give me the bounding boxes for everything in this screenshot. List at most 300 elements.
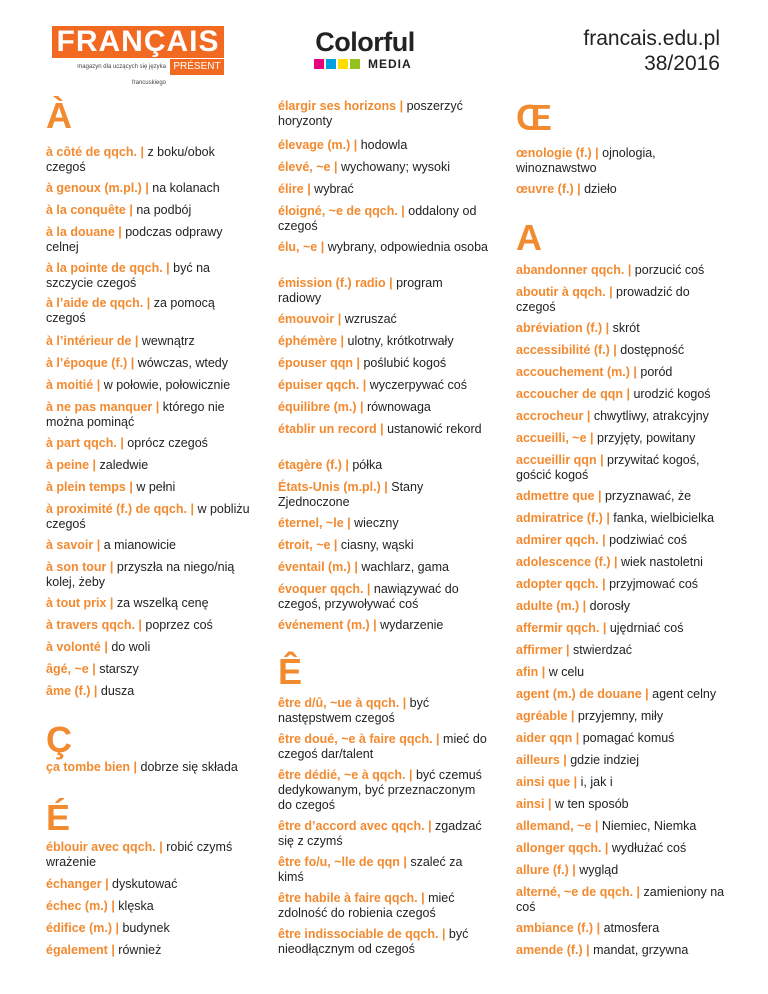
glossary-entry (278, 696, 488, 726)
entry-definition: być czemuś dedykowanym, być przeznaczonym do czegoś (278, 768, 482, 812)
glossary-entry (516, 489, 728, 504)
entry-term: à travers qqch. (46, 618, 135, 632)
entry-separator: | (399, 855, 411, 869)
entry-term: à la conquête (46, 203, 126, 217)
entry-term: étagère (f.) (278, 458, 342, 472)
entry-definition: oddalony od czegoś (278, 204, 477, 233)
entry-definition: w pełni (136, 480, 176, 494)
entry-term: affirmer (516, 643, 563, 657)
entry-definition: a mianowicie (103, 538, 176, 552)
entry-separator: | (596, 453, 608, 467)
entry-definition: prowadzić do czegoś (516, 285, 690, 314)
logo-media-text: MEDIA (368, 57, 412, 71)
entry-separator: | (353, 356, 364, 370)
entry-term: à l’aide de qqch. (46, 296, 144, 310)
entry-definition: wieczny (354, 516, 399, 530)
entry-definition: mieć zdolność do robienia czegoś (278, 891, 455, 920)
entry-term: échec (m.) (46, 899, 108, 913)
entry-term: à l’intérieur de (46, 334, 132, 348)
entry-definition: półka (352, 458, 383, 472)
site-info (583, 26, 720, 76)
entry-separator: | (397, 204, 409, 218)
glossary-entry (278, 160, 488, 175)
glossary-entry (516, 687, 728, 702)
glossary-entry (516, 731, 728, 746)
entry-definition: wówczas, wtedy (137, 356, 229, 370)
entry-definition: przyznawać, że (604, 489, 692, 503)
entry-separator: | (152, 400, 163, 414)
entry-term: émission (f.) radio (278, 276, 386, 290)
entry-separator: | (582, 943, 594, 957)
entry-definition: zgadzać się z czymś (278, 819, 482, 848)
entry-definition: wzruszać (344, 312, 397, 326)
entry-term: émouvoir (278, 312, 335, 326)
entry-definition: dorosły (589, 599, 630, 613)
entry-term: accueillir qqn (516, 453, 597, 467)
entry-definition: wybrać (314, 182, 354, 196)
logo-present-badge: PRÉSENT (170, 59, 224, 75)
entry-term: abandonner qqch. (516, 263, 625, 277)
entry-definition: program radiowy (278, 276, 443, 305)
entry-term: afin (516, 665, 539, 679)
entry-separator: | (131, 334, 142, 348)
entry-separator: | (583, 409, 594, 423)
entry-term: à ne pas manquer (46, 400, 153, 414)
entry-term: à volonté (46, 640, 101, 654)
glossary-entry (516, 577, 728, 592)
entry-definition: dostępność (620, 343, 685, 357)
logo-colorful-text: Colorful (315, 27, 415, 57)
entry-definition: podziwiać coś (609, 533, 687, 547)
entry-definition: dyskutować (112, 877, 178, 891)
entry-separator: | (586, 431, 597, 445)
entry-definition: dzieło (584, 182, 617, 196)
entry-separator: | (89, 458, 100, 472)
entry-term: être d’accord avec qqch. (278, 819, 425, 833)
issue-number: 38/2016 (644, 52, 720, 75)
glossary-entry (46, 921, 256, 936)
entry-definition: hodowla (360, 138, 408, 152)
entry-definition: starszy (99, 662, 139, 676)
entry-term: évoquer qqch. (278, 582, 364, 596)
glossary-entry (516, 431, 728, 446)
entry-separator: | (380, 480, 392, 494)
entry-separator: | (112, 921, 123, 935)
entry-separator: | (572, 731, 583, 745)
entry-term: épouser qqn (278, 356, 354, 370)
glossary-entry (516, 921, 728, 936)
entry-term: également (46, 943, 108, 957)
entry-definition: również (118, 943, 162, 957)
glossary-entry (278, 891, 488, 921)
logo-francais-text: FRANÇAIS (52, 26, 224, 58)
entry-term: adulte (m.) (516, 599, 580, 613)
entry-separator: | (343, 516, 355, 530)
entry-definition: być następstwem czegoś (278, 696, 430, 725)
entry-term: aider qqn (516, 731, 573, 745)
entry-term: adolescence (f.) (516, 555, 611, 569)
entry-separator: | (405, 768, 416, 782)
entry-separator: | (538, 665, 549, 679)
entry-term: épuiser qqch. (278, 378, 360, 392)
entry-term: à la douane (46, 225, 115, 239)
entry-definition: szaleć za kimś (278, 855, 463, 884)
entry-definition: atmosfera (603, 921, 660, 935)
glossary-entry (46, 943, 256, 958)
entry-term: être indissociable de qqch. (278, 927, 439, 941)
glossary-entry (516, 343, 728, 358)
glossary-entry (516, 775, 728, 790)
entry-term: édifice (m.) (46, 921, 112, 935)
entry-separator: | (438, 927, 449, 941)
glossary-entry (46, 596, 256, 611)
swatch-magenta (314, 59, 324, 69)
entry-definition: ojnologia, winoznawstwo (516, 146, 656, 175)
entry-separator: | (570, 775, 581, 789)
glossary-entry (46, 436, 256, 451)
entry-separator: | (350, 560, 362, 574)
entry-definition: w pobliżu czegoś (46, 502, 250, 531)
entry-definition: za pomocą czegoś (46, 296, 215, 325)
entry-separator: | (424, 819, 436, 833)
entry-term: étroit, ~e (278, 538, 331, 552)
glossary-entry (46, 181, 256, 196)
entry-definition: wydłużać coś (611, 841, 687, 855)
glossary-entry (516, 665, 728, 680)
entry-definition: ulotny, krótkotrwały (347, 334, 454, 348)
entry-separator: | (363, 582, 374, 596)
section-letter: É (46, 797, 71, 838)
entry-separator: | (114, 225, 126, 239)
entry-separator: | (417, 891, 429, 905)
entry-definition: wydarzenie (380, 618, 444, 632)
glossary-entry (46, 877, 256, 892)
glossary-entry (278, 560, 488, 575)
glossary-entry (516, 555, 728, 570)
glossary-entry (46, 840, 256, 870)
entry-separator: | (88, 662, 100, 676)
entry-definition: zaledwie (99, 458, 149, 472)
entry-separator: | (330, 160, 341, 174)
entry-term: admiratrice (f.) (516, 511, 603, 525)
entry-separator: | (594, 489, 605, 503)
entry-separator: | (130, 760, 141, 774)
entry-definition: w połowie, połowicznie (103, 378, 231, 392)
entry-term: États-Unis (m.pl.) (278, 480, 381, 494)
glossary-entry (278, 516, 488, 531)
glossary-entry (46, 334, 256, 349)
glossary-entry (46, 296, 256, 326)
entry-definition: wychowany; wysoki (340, 160, 451, 174)
glossary-entry (46, 899, 256, 914)
entry-separator: | (337, 334, 348, 348)
entry-term: élargir ses horizons (278, 99, 397, 113)
entry-term: accueilli, ~e (516, 431, 587, 445)
entry-separator: | (125, 480, 137, 494)
entry-definition: wybrany, odpowiednia osoba (327, 240, 489, 254)
entry-term: ailleurs (516, 753, 560, 767)
entry-separator: | (341, 458, 353, 472)
glossary-entry (278, 240, 488, 255)
entry-separator: | (568, 863, 580, 877)
entry-term: allonger qqch. (516, 841, 602, 855)
page-header (0, 0, 768, 86)
entry-definition: agent celny (652, 687, 717, 701)
glossary-entry (278, 927, 488, 957)
glossary-entry (516, 797, 728, 812)
entry-definition: przyjmować coś (609, 577, 699, 591)
glossary-entry (46, 684, 256, 699)
glossary-entry (278, 182, 488, 197)
entry-separator: | (93, 378, 104, 392)
entry-separator: | (90, 684, 101, 698)
entry-term: ainsi (516, 797, 545, 811)
glossary-entry (46, 261, 256, 291)
entry-definition: na podbój (136, 203, 192, 217)
entry-definition: wyczerpywać coś (369, 378, 467, 392)
entry-separator: | (629, 365, 641, 379)
glossary-entry (516, 409, 728, 424)
glossary-entry (278, 618, 488, 633)
site-url: francais.edu.pl (583, 27, 720, 50)
entry-term: éblouir avec qqch. (46, 840, 156, 854)
entry-term: admirer qqch. (516, 533, 599, 547)
entry-separator: | (573, 182, 585, 196)
glossary-entry (516, 387, 728, 402)
entry-separator: | (562, 643, 573, 657)
entry-term: être d/û, ~ue à qqch. (278, 696, 400, 710)
glossary-entry (278, 422, 488, 437)
entry-term: élire (278, 182, 304, 196)
entry-definition: i, jak i (580, 775, 613, 789)
entry-definition: być na szczycie czegoś (46, 261, 210, 290)
entry-separator: | (544, 797, 555, 811)
entry-separator: | (633, 885, 644, 899)
entry-separator: | (334, 312, 345, 326)
glossary-entry (516, 533, 728, 548)
entry-term: à moitié (46, 378, 94, 392)
entry-separator: | (602, 321, 613, 335)
entry-definition: w celu (548, 665, 585, 679)
entry-definition: przyjemny, miły (577, 709, 664, 723)
glossary-entry (46, 400, 256, 430)
entry-definition: z boku/obok czegoś (46, 145, 215, 174)
entry-separator: | (641, 687, 653, 701)
swatch-cyan (326, 59, 336, 69)
entry-definition: ciasny, wąski (340, 538, 414, 552)
section-letter: A (516, 217, 542, 258)
glossary-entry (516, 943, 728, 958)
entry-separator: | (125, 203, 137, 217)
entry-definition: pomagać komuś (582, 731, 675, 745)
glossary-entry (516, 863, 728, 878)
glossary-entry (46, 378, 256, 393)
entry-definition: wygląd (579, 863, 619, 877)
entry-term: événement (m.) (278, 618, 370, 632)
glossary-entry (46, 203, 256, 218)
entry-term: œuvre (f.) (516, 182, 574, 196)
entry-term: éloigné, ~e de qqch. (278, 204, 398, 218)
section-letter: Ç (46, 719, 72, 760)
glossary-entry (46, 538, 256, 553)
entry-separator: | (107, 899, 119, 913)
colorful-media-logo (310, 28, 420, 74)
francais-present-logo (52, 25, 224, 86)
glossary-entry (516, 885, 728, 915)
glossary-entry (278, 204, 488, 234)
entry-term: abréviation (f.) (516, 321, 603, 335)
glossary-entry (278, 400, 488, 415)
entry-definition: ujędrniać coś (609, 621, 684, 635)
glossary-entry (278, 276, 488, 306)
entry-definition: porzucić coś (634, 263, 705, 277)
glossary-entry (278, 768, 488, 813)
glossary-entry (516, 841, 728, 856)
glossary-entry (516, 365, 728, 380)
glossary-entry (278, 732, 488, 762)
entry-term: aboutir à qqch. (516, 285, 606, 299)
swatch-green (350, 59, 360, 69)
entry-term: échanger (46, 877, 102, 891)
entry-definition: urodzić kogoś (633, 387, 711, 401)
entry-term: être dédié, ~e à qqch. (278, 768, 406, 782)
entry-term: âgé, ~e (46, 662, 89, 676)
glossary-entry (516, 453, 728, 483)
glossary-entry (278, 458, 488, 473)
entry-term: à proximité (f.) de qqch. (46, 502, 187, 516)
entry-term: à l’époque (f.) (46, 356, 128, 370)
entry-separator: | (602, 511, 614, 525)
entry-definition: skrót (612, 321, 640, 335)
entry-separator: | (610, 555, 621, 569)
entry-definition: stwierdzać (573, 643, 633, 657)
glossary-entry (278, 334, 488, 349)
entry-term: allemand, ~e (516, 819, 592, 833)
entry-term: élevage (m.) (278, 138, 351, 152)
glossary-entry (46, 662, 256, 677)
entry-definition: wachlarz, gama (361, 560, 449, 574)
entry-definition: chwytliwy, atrakcyjny (593, 409, 709, 423)
entry-separator: | (432, 732, 444, 746)
entry-term: accessibilité (f.) (516, 343, 610, 357)
entry-separator: | (303, 182, 315, 196)
entry-term: amende (f.) (516, 943, 583, 957)
glossary-entry (278, 312, 488, 327)
glossary-entry (278, 138, 488, 153)
entry-term: agréable (516, 709, 568, 723)
entry-separator: | (399, 696, 410, 710)
entry-term: alterné, ~e de qqch. (516, 885, 634, 899)
entry-definition: wewnątrz (141, 334, 195, 348)
section-letter: À (46, 95, 72, 136)
entry-definition: klęska (118, 899, 154, 913)
entry-definition: przywitać kogoś, gościć kogoś (516, 453, 700, 482)
entry-separator: | (559, 753, 571, 767)
entry-separator: | (141, 181, 153, 195)
entry-term: à son tour (46, 560, 107, 574)
entry-separator: | (106, 560, 117, 574)
glossary-entry (516, 709, 728, 724)
entry-term: âme (f.) (46, 684, 91, 698)
entry-definition: Stany Zjednoczone (278, 480, 424, 509)
entry-term: élevé, ~e (278, 160, 331, 174)
entry-term: équilibre (m.) (278, 400, 357, 414)
entry-term: élu, ~e (278, 240, 318, 254)
glossary-entry (46, 502, 256, 532)
glossary-entry (516, 285, 728, 315)
entry-separator: | (385, 276, 397, 290)
entry-definition: wiek nastoletni (620, 555, 703, 569)
entry-separator: | (567, 709, 578, 723)
logo-color-swatches (314, 59, 360, 69)
glossary-entry (46, 618, 256, 633)
entry-definition: równowaga (366, 400, 431, 414)
swatch-yellow (338, 59, 348, 69)
entry-definition: mandat, grzywna (593, 943, 689, 957)
glossary-entry (278, 99, 488, 129)
glossary-entry (278, 582, 488, 612)
entry-definition: poślubić kogoś (363, 356, 447, 370)
entry-separator: | (356, 400, 367, 414)
entry-term: éventail (m.) (278, 560, 351, 574)
entry-term: ambiance (f.) (516, 921, 594, 935)
glossary-entry (516, 753, 728, 768)
glossary-entry (278, 819, 488, 849)
section-letter: Ê (278, 651, 303, 692)
glossary-entry (278, 356, 488, 371)
entry-separator: | (155, 840, 167, 854)
glossary-entry (516, 263, 728, 278)
entry-term: ça tombe bien (46, 760, 131, 774)
entry-separator: | (609, 343, 621, 357)
entry-definition: dusza (100, 684, 135, 698)
entry-term: à la pointe de qqch. (46, 261, 163, 275)
entry-definition: przyszła na niego/nią kolej, żeby (46, 560, 235, 589)
glossary-entry (46, 145, 256, 175)
entry-separator: | (359, 378, 370, 392)
glossary-entry (278, 378, 488, 393)
entry-term: à tout prix (46, 596, 107, 610)
entry-definition: oprócz czegoś (127, 436, 208, 450)
glossary-entry (516, 511, 728, 526)
logo-francais-subtitle: magazyn dla uczących się języka francuskiego (77, 64, 166, 86)
section-letter: Œ (516, 97, 552, 138)
entry-term: adopter qqch. (516, 577, 599, 591)
entry-separator: | (134, 618, 146, 632)
entry-separator: | (330, 538, 341, 552)
glossary-entry (516, 819, 728, 834)
entry-separator: | (396, 99, 407, 113)
entry-term: établir un record (278, 422, 377, 436)
entry-definition: ustanowić rekord (387, 422, 482, 436)
entry-term: ainsi que (516, 775, 571, 789)
entry-separator: | (598, 533, 610, 547)
glossary-entry (516, 182, 728, 197)
entry-definition: fanka, wielbicielka (613, 511, 715, 525)
entry-separator: | (350, 138, 361, 152)
entry-separator: | (101, 877, 113, 891)
entry-definition: robić czymś wrażenie (46, 840, 233, 869)
entry-term: à part qqch. (46, 436, 117, 450)
entry-definition: za wszelką cenę (116, 596, 209, 610)
glossary-entry (516, 599, 728, 614)
entry-separator: | (376, 422, 388, 436)
entry-definition: być nieodłącznym od czegoś (278, 927, 469, 956)
entry-definition: mieć do czegoś dar/talent (278, 732, 487, 761)
glossary-entry (516, 621, 728, 636)
entry-definition: w ten sposób (554, 797, 629, 811)
entry-separator: | (187, 502, 198, 516)
